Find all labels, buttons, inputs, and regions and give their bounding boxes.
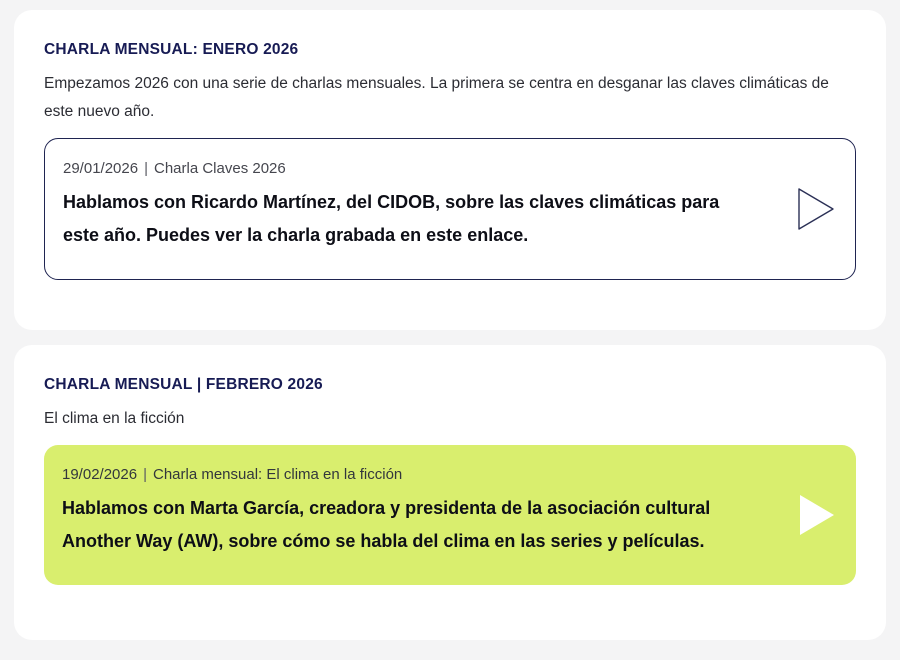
event-date: 19/02/2026 xyxy=(62,466,138,483)
charla-enero-card xyxy=(14,10,886,330)
event-summary: Hablamos con Ricardo Martínez, del CIDOB, sobre las claves climáticas para este año. Puedes ver la charla grabada en este enlace. xyxy=(63,192,720,245)
event-category: Charla Claves 2026 xyxy=(153,160,286,177)
meta-separator: | xyxy=(144,160,148,177)
card-title: CHARLA MENSUAL: ENERO 2026 xyxy=(44,41,299,58)
event-summary: Hablamos con Marta García, creadora y presidenta de la asociación cultural Another Way (AW), sobre cómo se habla del clima en las series y películas. xyxy=(62,498,711,551)
card-description: Empezamos 2026 con una serie de charlas mensuales. La primera se centra en desganar las claves climáticas de este nuevo año. xyxy=(44,75,829,120)
play-button[interactable] xyxy=(798,493,836,537)
play-button[interactable] xyxy=(797,187,835,231)
play-triangle-filled-icon xyxy=(798,493,836,537)
charla-febrero-card xyxy=(14,345,886,640)
card-title: CHARLA MENSUAL | FEBRERO 2026 xyxy=(44,376,323,393)
event-meta xyxy=(62,466,746,483)
event-banner-enero[interactable] xyxy=(44,138,856,280)
card-description: El clima en la ficción xyxy=(44,410,185,427)
event-date: 29/01/2026 xyxy=(63,160,139,177)
meta-separator: | xyxy=(143,466,147,483)
event-banner-febrero[interactable] xyxy=(44,445,856,585)
event-meta xyxy=(63,160,745,177)
play-triangle-outline-icon xyxy=(797,187,835,231)
event-category: Charla mensual: El clima en la ficción xyxy=(152,466,403,483)
